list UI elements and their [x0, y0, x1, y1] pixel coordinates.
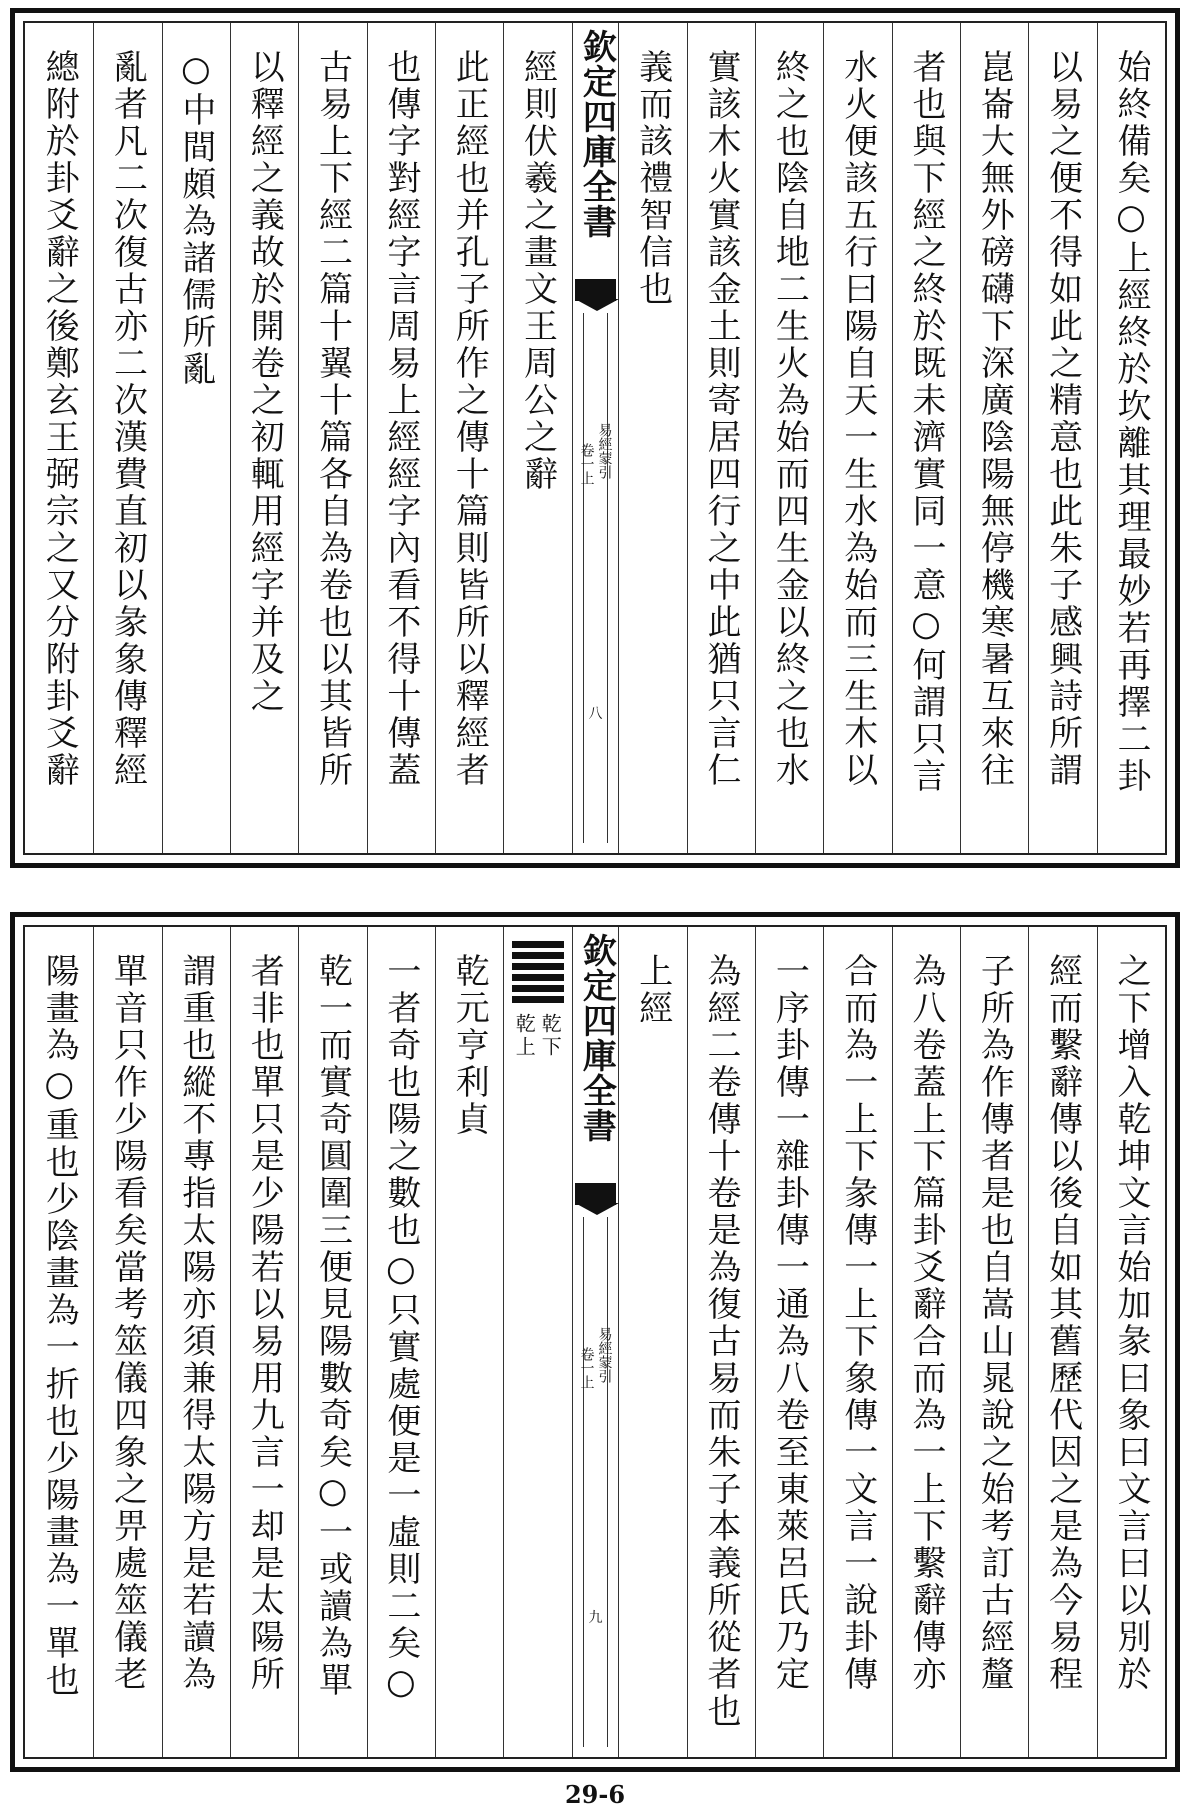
- lower-page: [10, 912, 1180, 1772]
- text-column: 者非也單只是少陽若以易用九言一却是太陽所: [230, 927, 298, 1757]
- collection-title: 欽定四庫全書: [576, 29, 617, 239]
- text-column: 合而為一上下彖傳一上下象傳一文言一說卦傳: [823, 927, 891, 1757]
- book-title: 易經蒙引: [596, 423, 613, 479]
- qian-hexagram-icon: [512, 941, 564, 1007]
- text-column: 義而該禮智信也: [618, 23, 686, 853]
- text-column: 為經二卷傳十卷是為復古易而朱子本義所從者也: [687, 927, 755, 1757]
- text-column: 亂者凡二次復古亦二次漢費直初以彖象傳釋經: [93, 23, 161, 853]
- text-column: 一者奇也陽之數也○只實處便是一虛則二矣○: [367, 927, 435, 1757]
- trigram-label-upper: 乾下: [538, 1013, 563, 1059]
- text-column: 以釋經之義故於開卷之初輒用經字并及之: [230, 23, 298, 853]
- volume-label: 卷一上: [578, 1347, 595, 1389]
- text-column: 經而繫辭傳以後自如其舊歷代因之是為今易程: [1028, 927, 1096, 1757]
- book-title: 易經蒙引: [596, 1327, 613, 1383]
- upper-page: [10, 8, 1180, 868]
- text-column: 始終備矣○上經終於坎離其理最妙若再擇二卦: [1097, 23, 1165, 853]
- collection-title: 欽定四庫全書: [576, 933, 617, 1143]
- text-column: 此正經也并孔子所作之傳十篇則皆所以釋經者: [435, 23, 503, 853]
- text-column: ○中間頗為諸儒所亂: [162, 23, 230, 853]
- hexagram-judgment: 乾元亨利貞: [435, 927, 503, 1757]
- fold-rule: [607, 313, 608, 843]
- text-column: 崑崙大無外磅礴下深廣陰陽無停機寒暑互來往: [960, 23, 1028, 853]
- center-fold-lower: [572, 927, 619, 1757]
- text-column: 古易上下經二篇十翼十篇各自為卷也以其皆所: [298, 23, 366, 853]
- text-column: 總附於卦爻辭之後鄭玄王弼宗之又分附卦爻辭: [39, 49, 80, 789]
- fishtail-mark-icon: [575, 1183, 617, 1205]
- page-number: 29-6: [564, 1780, 626, 1809]
- volume-label: 卷一上: [578, 443, 595, 485]
- hexagram-column: [503, 927, 571, 1757]
- text-column: 水火便該五行曰陽自天一生水為始而三生木以: [823, 23, 891, 853]
- upper-page-frame: [23, 21, 1167, 855]
- text-column: 乾一而實奇圓圍三便見陽數奇矣○一或讀為單: [298, 927, 366, 1757]
- text-column: 也傳字對經字言周易上經經字內看不得十傳蓋: [367, 23, 435, 853]
- text-column: 單音只作少陽看矣當考筮儀四象之畀處筮儀老: [93, 927, 161, 1757]
- fold-rule: [583, 313, 584, 843]
- text-column: 者也與下經之終於既未濟實同一意○何謂只言: [892, 23, 960, 853]
- section-heading: 上經: [618, 927, 686, 1757]
- text-column: 陽畫為○重也少陰畫為一折也少陽畫為一單也: [39, 953, 80, 1699]
- text-column: 以易之便不得如此之精意也此朱子感興詩所謂: [1028, 23, 1096, 853]
- trigram-label-lower: 乾上: [512, 1013, 537, 1059]
- text-column: 之下增入乾坤文言始加彖曰象曰文言曰以別於: [1097, 927, 1165, 1757]
- lower-page-frame: [23, 925, 1167, 1759]
- fold-rule: [607, 1217, 608, 1747]
- text-column: 實該木火實該金土則寄居四行之中此猶只言仁: [687, 23, 755, 853]
- folio-number: 八: [588, 706, 603, 722]
- text-column: 謂重也縱不專指太陽亦須兼得太陽方是若讀為: [162, 927, 230, 1757]
- fold-rule: [583, 1217, 584, 1747]
- center-fold-upper: [572, 23, 619, 853]
- text-column: 終之也陰自地二生火為始而四生金以終之也水: [755, 23, 823, 853]
- text-column: 子所為作傳者是也自嵩山晁說之始考訂古經釐: [960, 927, 1028, 1757]
- text-column: 為八卷蓋上下篇卦爻辭合而為一上下繫辭傳亦: [892, 927, 960, 1757]
- text-column: 經則伏羲之畫文王周公之辭: [503, 23, 571, 853]
- text-column: 一序卦傳一雜卦傳一通為八卷至東萊呂氏乃定: [755, 927, 823, 1757]
- fishtail-mark-icon: [575, 279, 617, 301]
- folio-number: 九: [588, 1610, 603, 1626]
